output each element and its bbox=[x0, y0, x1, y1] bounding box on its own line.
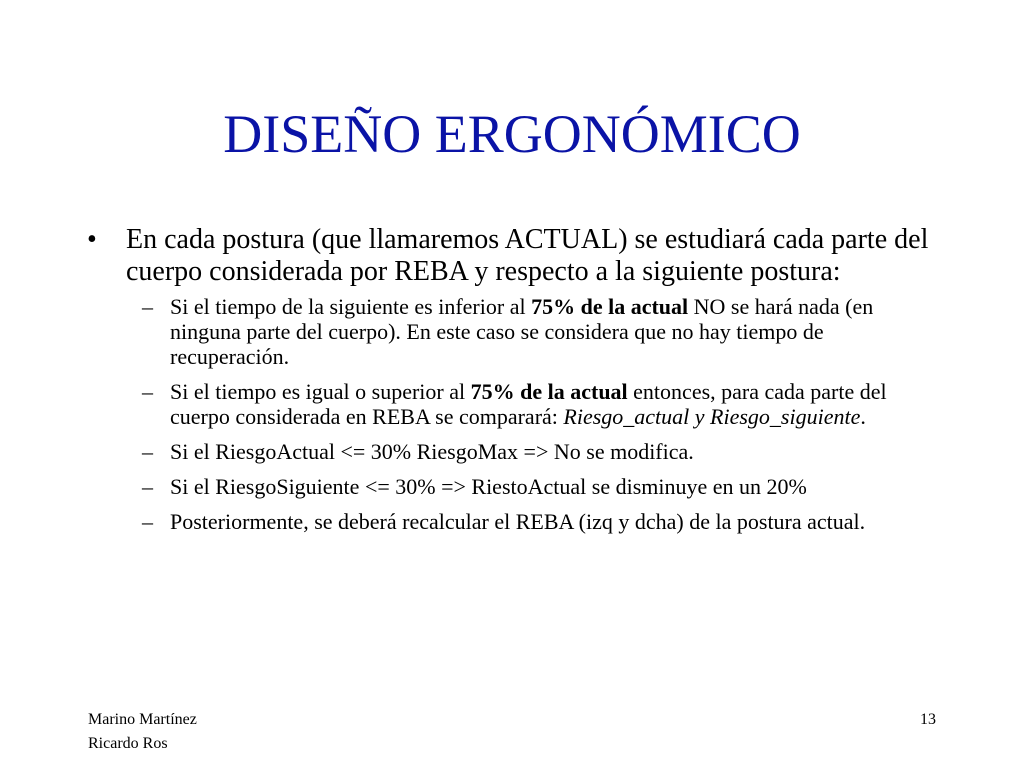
bullet-dot-icon: • bbox=[87, 224, 97, 255]
main-bullet-text: En cada postura (que llamaremos ACTUAL) se estudiará cada parte del cuerpo considerada por REBA y respecto a la siguiente postura: bbox=[126, 224, 929, 287]
slide-title: DISEÑO ERGONÓMICO bbox=[223, 104, 801, 164]
dash-icon: – bbox=[142, 439, 153, 464]
sub-bullet-3 bbox=[84, 439, 940, 464]
dash-icon: – bbox=[142, 509, 153, 534]
sub-bullet-4 bbox=[84, 474, 940, 499]
sub-bullet-2-mid: entonces, para cada parte del cuerpo considerada en REBA se comparará: bbox=[170, 379, 887, 429]
sub-bullet-1-bold: 75% de la actual bbox=[531, 294, 689, 319]
sub-bullet-1-pre: Si el tiempo de la siguiente es inferior al bbox=[170, 294, 532, 319]
dash-icon: – bbox=[142, 294, 153, 319]
footer-authors bbox=[88, 708, 197, 756]
sub-bullet-2-pre: Si el tiempo es igual o superior al bbox=[170, 379, 471, 404]
dash-icon: – bbox=[142, 379, 153, 404]
sub-bullet-4-text: Si el RiesgoSiguiente <= 30% => RiestoActual se disminuye en un 20% bbox=[170, 474, 807, 499]
sub-bullet-1-post: NO se hará nada (en ninguna parte del cuerpo). En este caso se considera que no hay tiempo de recuperación. bbox=[170, 294, 874, 369]
sub-bullet-2-bold: 75% de la actual bbox=[470, 379, 628, 404]
sub-bullet-5-text: Posteriormente, se deberá recalcular el REBA (izq y dcha) de la postura actual. bbox=[170, 509, 866, 534]
sub-bullet-1 bbox=[84, 294, 940, 369]
sub-bullet-5 bbox=[84, 509, 940, 534]
page-number: 13 bbox=[920, 711, 936, 728]
sub-bullet-list bbox=[84, 294, 944, 534]
footer-author-2: Ricardo Ros bbox=[88, 735, 168, 752]
slide-content bbox=[84, 224, 944, 544]
dash-icon: – bbox=[142, 474, 153, 499]
footer-author-1: Marino Martínez bbox=[88, 711, 197, 728]
sub-bullet-3-text: Si el RiesgoActual <= 30% RiesgoMax => No se modifica. bbox=[170, 439, 694, 464]
main-bullet bbox=[84, 224, 944, 288]
sub-bullet-2-italic: Riesgo_actual y Riesgo_siguiente bbox=[563, 404, 861, 429]
sub-bullet-2 bbox=[84, 379, 940, 429]
sub-bullet-2-post: . bbox=[860, 404, 866, 429]
